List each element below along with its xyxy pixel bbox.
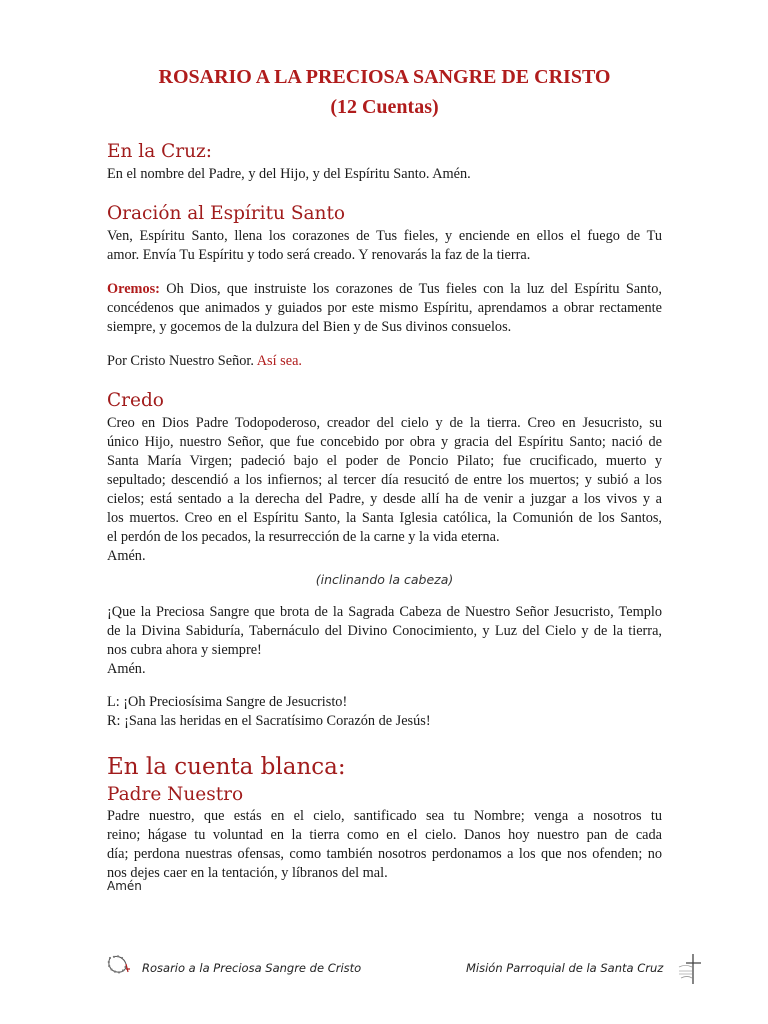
prayer-line: de la Divina Sabiduría, Tabernáculo del Divino Conocimiento, y Luz del Cielo y de la tierra, bbox=[107, 623, 662, 639]
rosary-icon bbox=[104, 952, 134, 982]
document-title: ROSARIO A LA PRECIOSA SANGRE DE CRISTO bbox=[158, 66, 611, 88]
paragraph-versicle bbox=[107, 693, 662, 731]
credo-line: Santa María Virgen; padeció bajo el poder de Poncio Pilato; fue crucificado, muerto y bbox=[107, 453, 662, 469]
text-line: concédenos que animados y guiados por este mismo Espíritu, aprendamos a obrar rectamente bbox=[107, 300, 662, 316]
leader-line: L: ¡Oh Preciosísima Sangre de Jesucristo! bbox=[107, 694, 348, 710]
footer-right-text: Misión Parroquial de la Santa Cruz bbox=[466, 961, 664, 975]
credo-line: único Hijo, nuestro Señor, que fue concebido por obra y gracia del Espíritu Santo; nació de bbox=[107, 434, 662, 450]
padre-nuestro-line: día; perdona nuestras ofensas, como también nosotros perdonamos a los que nos ofenden; no bbox=[107, 846, 662, 862]
paragraph-cruz bbox=[107, 165, 662, 184]
text-line: Ven, Espíritu Santo, llena los corazones de Tus fieles, y enciende en ellos el fuego de Tu bbox=[107, 228, 662, 244]
paragraph-preciosa-sangre bbox=[107, 603, 662, 679]
paragraph-padre-nuestro bbox=[107, 807, 662, 883]
credo-line: el perdón de los pecados, la resurrección de la carne y la vida eterna. bbox=[107, 529, 500, 545]
por-cristo-text: Por Cristo Nuestro Señor. bbox=[107, 353, 257, 369]
oremos-text: Oh Dios, que instruiste los corazones de Tus fieles con la luz del Espíritu Santo, bbox=[159, 281, 662, 297]
paragraph-credo bbox=[107, 414, 662, 566]
rubric-inclinando: (inclinando la cabeza) bbox=[315, 572, 454, 587]
text-line: amor. Envía Tu Espíritu y todo será creado. Y renovarás la faz de la tierra. bbox=[107, 247, 531, 263]
paragraph-ven-espiritu bbox=[107, 227, 662, 265]
text-line: siempre, y gocemos de la dulzura del Bien y de Sus divinos consuelos. bbox=[107, 319, 512, 335]
footer-left-text: Rosario a la Preciosa Sangre de Cristo bbox=[142, 961, 362, 975]
credo-line: cielos; está sentado a la derecha del Padre, y desde allí ha de venir a juzgar a los vivos y a bbox=[107, 491, 662, 507]
parish-cross-logo-icon bbox=[676, 952, 706, 986]
cruz-text: En el nombre del Padre, y del Hijo, y del Espíritu Santo. Amén. bbox=[107, 166, 471, 182]
padre-nuestro-line: nos dejes caer en la tentación, y líbranos del mal. bbox=[107, 865, 388, 881]
paragraph-por-cristo bbox=[107, 352, 662, 371]
prayer-line: nos cubra ahora y siempre! bbox=[107, 642, 262, 658]
page-footer bbox=[0, 952, 768, 992]
document-subtitle: (12 Cuentas) bbox=[330, 96, 439, 118]
credo-line: sepultado; descendió a los infiernos; al tercer día resucitó de entre los muertos; y subió a los bbox=[107, 472, 662, 488]
credo-line: Creo en Dios Padre Todopoderoso, creador del cielo y de la tierra. Creo en Jesucristo, su bbox=[107, 415, 662, 431]
credo-line: los muertos. Creo en el Espíritu Santo, la Santa Iglesia católica, la Comunión de los Santos, bbox=[107, 510, 662, 526]
heading-en-la-cruz: En la Cruz: bbox=[107, 141, 213, 162]
heading-credo: Credo bbox=[107, 390, 164, 411]
padre-nuestro-line: Padre nuestro, que estás en el cielo, santificado sea tu Nombre; venga a nosotros tu bbox=[107, 808, 662, 824]
credo-amen: Amén. bbox=[107, 548, 146, 564]
asi-sea-text: Así sea. bbox=[256, 353, 302, 369]
text-line bbox=[107, 280, 662, 299]
text-line bbox=[107, 352, 662, 371]
heading-padre-nuestro: Padre Nuestro bbox=[107, 784, 244, 805]
heading-oracion-espiritu-santo: Oración al Espíritu Santo bbox=[107, 203, 346, 224]
heading-cuenta-blanca: En la cuenta blanca: bbox=[107, 754, 346, 780]
response-line: R: ¡Sana las heridas en el Sacratísimo Corazón de Jesús! bbox=[107, 713, 431, 729]
paragraph-oremos bbox=[107, 280, 662, 337]
prayer-amen: Amén. bbox=[107, 661, 146, 677]
padre-nuestro-amen: Amén bbox=[107, 879, 142, 893]
prayer-line: ¡Que la Preciosa Sangre que brota de la Sagrada Cabeza de Nuestro Señor Jesucristo, Templo bbox=[107, 604, 662, 620]
padre-nuestro-line: reino; hágase tu voluntad en la tierra como en el cielo. Danos hoy nuestro pan de cada bbox=[107, 827, 662, 843]
oremos-label: Oremos: bbox=[107, 281, 160, 297]
